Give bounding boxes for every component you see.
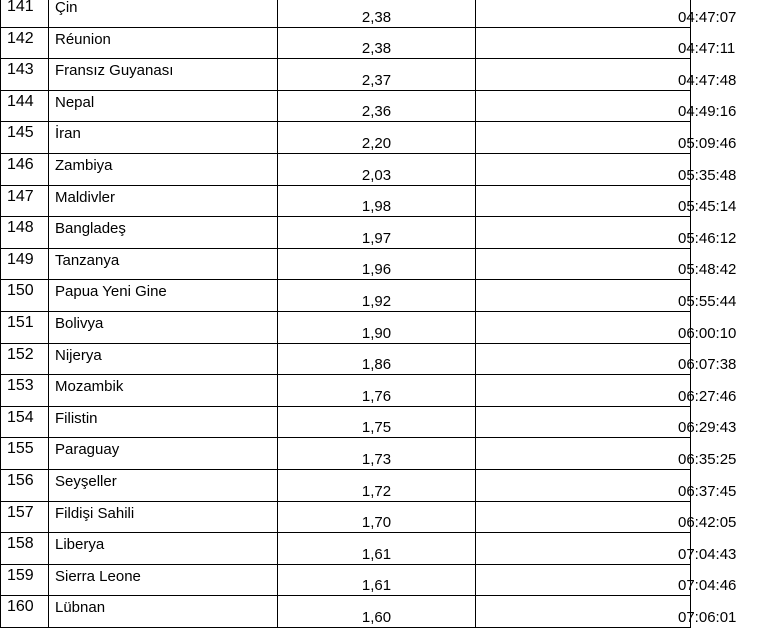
table-row [1, 90, 691, 122]
rank-cell: 158 [1, 533, 49, 565]
rank-cell: 144 [1, 90, 49, 122]
country-cell: Fildişi Sahili [49, 501, 278, 533]
time-cell [476, 375, 737, 407]
time-cell [476, 280, 737, 312]
value-cell: 1,61 [278, 533, 476, 565]
rank-cell: 147 [1, 185, 49, 217]
time-cell [476, 27, 736, 59]
value-cell: 1,75 [278, 406, 476, 438]
table-row [1, 343, 691, 375]
value-cell: 1,61 [278, 564, 476, 596]
time-cell [476, 311, 737, 343]
time-text: 05:09:46 [678, 134, 737, 152]
table-row [1, 438, 691, 470]
time-text: 04:47:11 [678, 40, 736, 58]
rank-cell: 154 [1, 406, 49, 438]
table-row [1, 59, 691, 91]
time-text: 07:06:01 [678, 608, 737, 626]
country-cell: Réunion [49, 27, 278, 59]
value-cell: 2,37 [278, 59, 476, 91]
time-text: 05:55:44 [678, 292, 737, 310]
time-cell [476, 122, 737, 154]
table-row [1, 122, 691, 154]
value-cell: 1,86 [278, 343, 476, 375]
country-cell: Fransız Guyanası [49, 59, 278, 91]
rank-cell: 153 [1, 375, 49, 407]
table-row [1, 501, 691, 533]
table-row [1, 406, 691, 438]
time-cell [476, 469, 737, 501]
value-cell: 1,98 [278, 185, 476, 217]
time-text: 07:04:43 [678, 545, 737, 563]
time-text: 06:37:45 [678, 482, 737, 500]
country-cell: Papua Yeni Gine [49, 280, 278, 312]
time-cell [476, 0, 737, 27]
country-cell: Paraguay [49, 438, 278, 470]
country-cell: Zambiya [49, 153, 278, 185]
table-row [1, 469, 691, 501]
table-row [1, 217, 691, 249]
value-cell: 1,70 [278, 501, 476, 533]
table-row [1, 248, 691, 280]
time-cell [476, 185, 737, 217]
rank-cell: 151 [1, 311, 49, 343]
country-cell: İran [49, 122, 278, 154]
time-cell [476, 406, 737, 438]
time-text: 05:46:12 [678, 229, 737, 247]
value-cell: 1,90 [278, 311, 476, 343]
time-text: 06:07:38 [678, 356, 737, 374]
rank-cell: 146 [1, 153, 49, 185]
value-cell: 2,03 [278, 153, 476, 185]
table-row [1, 185, 691, 217]
value-cell: 2,20 [278, 122, 476, 154]
time-text: 04:47:48 [678, 71, 737, 89]
rank-cell: 143 [1, 59, 49, 91]
country-cell: Sierra Leone [49, 564, 278, 596]
time-cell [476, 596, 737, 628]
rank-cell: 155 [1, 438, 49, 470]
rank-cell: 152 [1, 343, 49, 375]
table-row [1, 564, 691, 596]
value-cell: 1,76 [278, 375, 476, 407]
time-cell [476, 248, 737, 280]
value-cell: 1,92 [278, 280, 476, 312]
country-cell: Mozambik [49, 375, 278, 407]
value-cell: 1,60 [278, 596, 476, 628]
country-cell: Tanzanya [49, 248, 278, 280]
time-text: 05:45:14 [678, 198, 737, 216]
time-cell [476, 217, 737, 249]
country-cell: Çin [49, 0, 278, 27]
rank-cell: 145 [1, 122, 49, 154]
time-cell [476, 533, 737, 565]
time-text: 04:47:07 [678, 8, 737, 26]
time-cell [476, 343, 737, 375]
time-text: 04:49:16 [678, 103, 737, 121]
table-row [1, 153, 691, 185]
time-text: 07:04:46 [678, 577, 737, 595]
country-cell: Nepal [49, 90, 278, 122]
country-cell: Liberya [49, 533, 278, 565]
table-row [1, 27, 691, 59]
value-cell: 1,97 [278, 217, 476, 249]
table-row [1, 596, 691, 628]
time-cell [476, 59, 737, 91]
country-cell: Bangladeş [49, 217, 278, 249]
rank-cell: 157 [1, 501, 49, 533]
time-text: 05:35:48 [678, 166, 737, 184]
time-text: 06:27:46 [678, 387, 737, 405]
table-row [1, 311, 691, 343]
country-cell: Bolivya [49, 311, 278, 343]
table-row [1, 280, 691, 312]
time-cell [476, 153, 737, 185]
time-cell [476, 564, 737, 596]
value-cell: 1,73 [278, 438, 476, 470]
time-cell [476, 501, 737, 533]
time-text: 06:29:43 [678, 419, 737, 437]
country-cell: Nijerya [49, 343, 278, 375]
rank-cell: 141 [1, 0, 49, 27]
time-text: 05:48:42 [678, 261, 737, 279]
rank-cell: 149 [1, 248, 49, 280]
time-text: 06:42:05 [678, 514, 737, 532]
ranking-table-body [1, 0, 737, 627]
time-cell [476, 438, 737, 470]
value-cell: 1,96 [278, 248, 476, 280]
time-text: 06:00:10 [678, 324, 737, 342]
time-cell [476, 90, 737, 122]
rank-cell: 159 [1, 564, 49, 596]
value-cell: 2,36 [278, 90, 476, 122]
value-cell: 2,38 [278, 0, 476, 27]
country-cell: Seyşeller [49, 469, 278, 501]
table-row [1, 0, 691, 27]
table-row [1, 375, 691, 407]
rank-cell: 148 [1, 217, 49, 249]
rank-cell: 160 [1, 596, 49, 628]
country-cell: Filistin [49, 406, 278, 438]
country-cell: Maldivler [49, 185, 278, 217]
rank-cell: 156 [1, 469, 49, 501]
value-cell: 2,38 [278, 27, 476, 59]
country-cell: Lübnan [49, 596, 278, 628]
table-row [1, 533, 691, 565]
time-text: 06:35:25 [678, 450, 737, 468]
rank-cell: 150 [1, 280, 49, 312]
value-cell: 1,72 [278, 469, 476, 501]
rank-cell: 142 [1, 27, 49, 59]
